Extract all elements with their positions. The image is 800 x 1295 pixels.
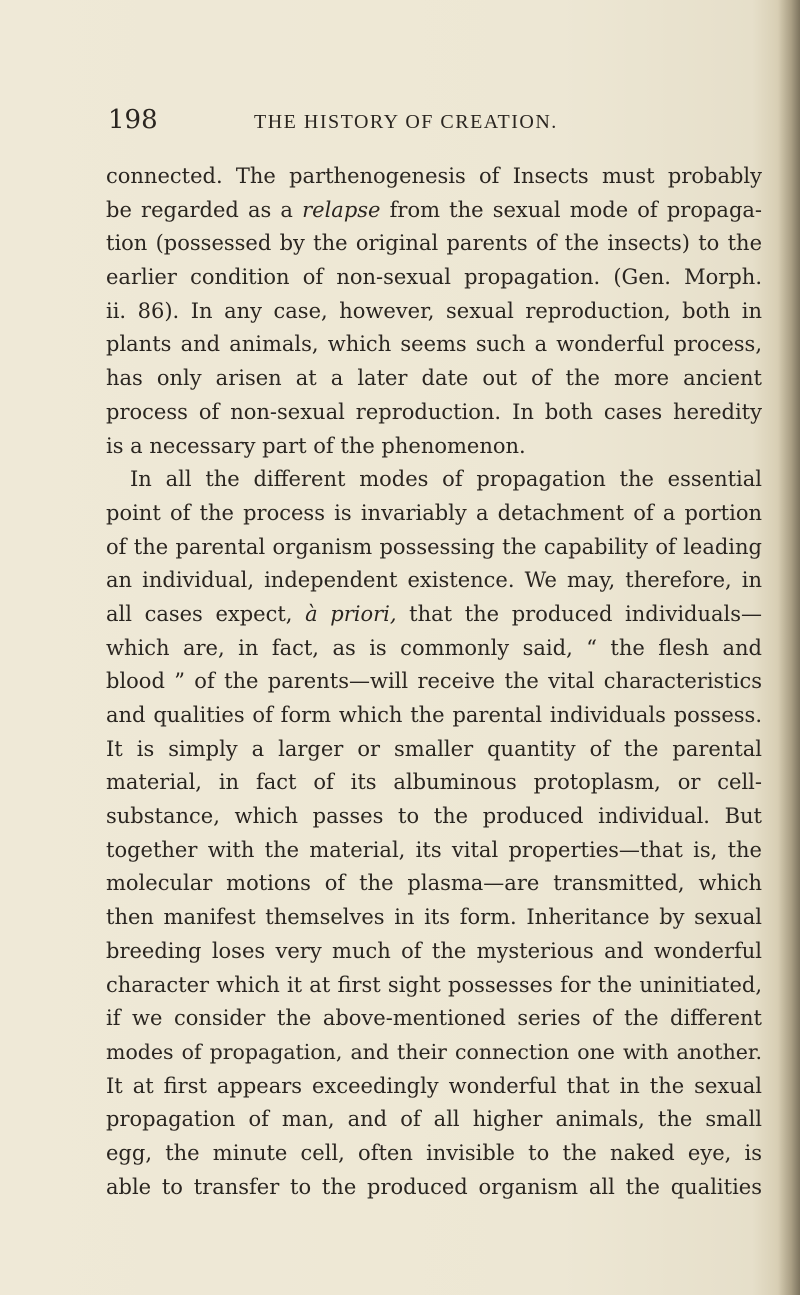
- text-line: has only arisen at a later date out of the more ancient: [106, 366, 762, 391]
- text-line: character which it at first sight possesses for the uninitiated,: [106, 972, 762, 997]
- text-line: material, in fact of its albuminous protoplasm, or cell-: [106, 770, 762, 795]
- text-line: be regarded as a relapse from the sexual mode of propaga-: [106, 197, 763, 222]
- text-line: together with the material, its vital properties—that is, the: [106, 837, 762, 862]
- text-line: connected. The parthenogenesis of Insects must probably: [106, 164, 762, 188]
- text-line: modes of propagation, and their connection one with another.: [106, 1039, 762, 1064]
- page-number: 198: [108, 105, 158, 135]
- text-line: is a necessary part of the phenomenon.: [106, 433, 526, 458]
- text-line: blood ” of the parents—will receive the vital characteristics: [106, 669, 762, 694]
- text-line: substance, which passes to the produced individual. But: [106, 804, 762, 829]
- body-text: [106, 160, 762, 1204]
- text-line: point of the process is invariably a detachment of a portion: [106, 500, 762, 525]
- text-line: able to transfer to the produced organism all the qualities: [106, 1174, 762, 1199]
- text-line: an individual, independent existence. We may, therefore, in: [106, 568, 762, 593]
- text-line: of the parental organism possessing the capability of leading: [106, 534, 762, 559]
- text-line: ii. 86). In any case, however, sexual reproduction, both in: [106, 298, 762, 323]
- text-line: and qualities of form which the parental individuals possess.: [106, 703, 762, 727]
- text-line: then manifest themselves in its form. Inheritance by sexual: [106, 905, 762, 930]
- text-line: It is simply a larger or smaller quantity of the parental: [106, 736, 762, 761]
- text-line: In all the different modes of propagation the essential: [130, 467, 762, 492]
- text-line: breeding loses very much of the mysterious and wonderful: [106, 938, 762, 963]
- page-header: [0, 100, 800, 140]
- text-line: tion (possessed by the original parents of the insects) to the: [106, 231, 762, 256]
- running-head: THE HISTORY OF CREATION.: [254, 111, 558, 133]
- text-line: if we consider the above-mentioned series of the different: [106, 1006, 762, 1031]
- text-line: molecular motions of the plasma—are transmitted, which: [106, 871, 762, 896]
- text-line: propagation of man, and of all higher animals, the small: [106, 1107, 762, 1132]
- text-line: process of non-sexual reproduction. In both cases heredity: [106, 399, 762, 424]
- text-line: earlier condition of non-sexual propagation. (Gen. Morph.: [106, 265, 762, 290]
- text-line: plants and animals, which seems such a wonderful process,: [106, 332, 762, 357]
- binding-shadow: [778, 0, 800, 1295]
- text-line: all cases expect, à priori, that the produced individuals—: [106, 601, 763, 626]
- text-line: It at first appears exceedingly wonderful that in the sexual: [106, 1073, 762, 1098]
- text-line: egg, the minute cell, often invisible to the naked eye, is: [106, 1140, 762, 1165]
- text-line: which are, in fact, as is commonly said, “ the flesh and: [106, 635, 762, 660]
